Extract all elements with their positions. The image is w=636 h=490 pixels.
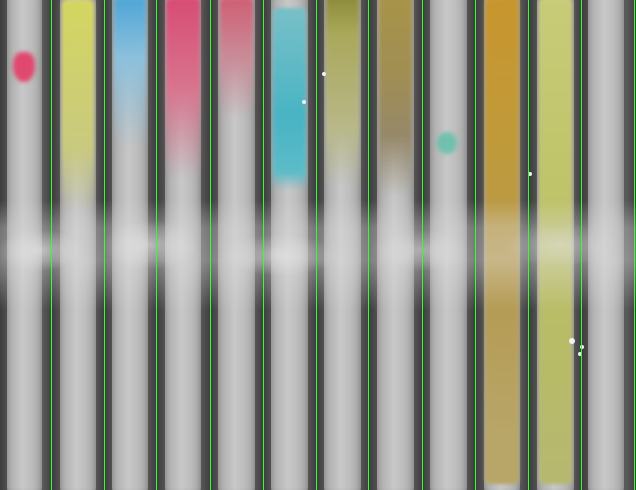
grid-line: [156, 0, 157, 490]
grid-line: [263, 0, 264, 490]
lane-8: [369, 0, 422, 490]
stain-band: [220, 0, 253, 118]
strip: [484, 0, 521, 490]
lane-12: [582, 0, 636, 490]
grid-line: [316, 0, 317, 490]
stain-band: [379, 0, 412, 196]
stain-band: [485, 0, 519, 484]
frost-fleck: [322, 72, 326, 76]
stain-band: [166, 0, 200, 178]
grid-line: [422, 0, 423, 490]
lane-6: [263, 0, 316, 490]
stain-spot: [437, 132, 457, 154]
grid-line: [634, 0, 635, 490]
strip: [430, 0, 466, 490]
strip: [112, 0, 147, 490]
strip: [218, 0, 254, 490]
lane-3: [104, 0, 156, 490]
grid-line: [581, 0, 582, 490]
stain-band: [273, 8, 306, 190]
grid-line: [104, 0, 105, 490]
lane-4: [156, 0, 210, 490]
stain-band: [114, 0, 147, 148]
grid-line: [368, 0, 369, 490]
strip: [588, 0, 624, 490]
stain-spot: [13, 52, 35, 82]
strip: [60, 0, 95, 490]
lane-10: [475, 0, 529, 490]
strip: [165, 0, 202, 490]
grid-line: [528, 0, 529, 490]
lane-5: [210, 0, 263, 490]
stain-band: [326, 0, 359, 186]
lane-2: [52, 0, 104, 490]
strip: [271, 0, 307, 490]
stain-band: [539, 0, 572, 484]
grid-line: [210, 0, 211, 490]
lane-11: [529, 0, 582, 490]
strip: [7, 0, 41, 490]
stain-band: [62, 0, 95, 210]
lane-9: [422, 0, 475, 490]
grid-line: [51, 0, 52, 490]
frost-fleck: [302, 100, 306, 104]
frost-fleck: [569, 338, 575, 344]
strip: [537, 0, 573, 490]
strip: [377, 0, 413, 490]
strip: [324, 0, 360, 490]
lane-1: [0, 0, 52, 490]
grid-line: [475, 0, 476, 490]
